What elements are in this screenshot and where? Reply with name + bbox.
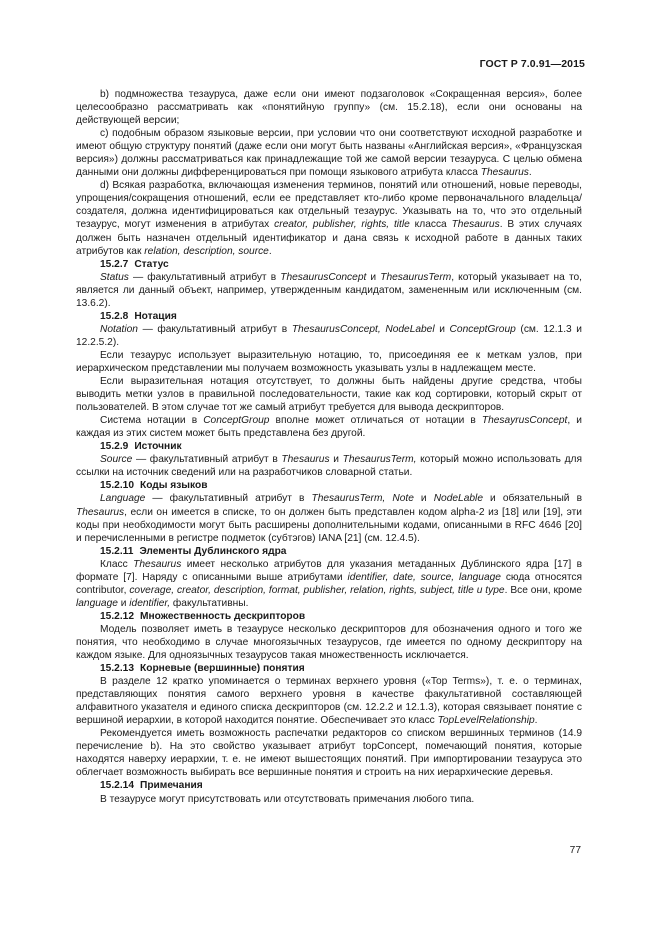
paragraph: b) подмножества тезауруса, даже если они имеют подзаголовок «Сокращенная версия», более целесообразно рассматривать как «понятийную группу» (см. 15.2.18), если они основаны на действующей версии; bbox=[76, 89, 582, 127]
section-title: Источник bbox=[134, 441, 182, 453]
paragraph: Если выразительная нотация отсутствует, то должны быть найдены другие средства, чтобы выводить метки узлов в правильной последовательности, такие как код сортировки, который скрыт от пользователей. В этом случае тот же самый атрибут требуется для вывода дескрипторов. bbox=[76, 376, 582, 414]
paragraph: Language — факультативный атрибут в ThesaurusTerm, Note и NodeLable и обязательный в Thesaurus, если он имеется в списке, то он должен быть представлен кодом alpha-2 из [18] или [19], эти коды при необходимости могут быть расширены дополнительными кодами, описанными в RFC 4646 [20] и перечисленными в регистре подметок (субтэгов) IANA [21] (см. 12.4.5). bbox=[76, 493, 582, 544]
paragraph: c) подобным образом языковые версии, при условии что они соответствуют исходной разработке и имеют общую структуру понятий (даже если они могут быть названы «Английская версия», «Французская версия») должны рассматриваться как принадлежащие той же самой версии тезауруса. С целью обмена данными они должны дифференцироваться при помощи языкового атрибута класса Thesaurus. bbox=[76, 128, 582, 179]
section-title: Нотация bbox=[134, 310, 177, 322]
section-title: Примечания bbox=[140, 780, 203, 792]
paragraph: Рекомендуется иметь возможность распечатки редакторов со списком вершинных терминов (14.9 перечисление b). На это свойство указывает атрибут topConcept, помечающий понятия, которые находятся наверху иерархии, т. е. не имеют вышестоящих понятий. При импортировании тезауруса это облегчает возможность выбирать все вершинные понятия и строить на них иерархические деревья. bbox=[76, 728, 582, 779]
paragraph: Если тезаурус использует выразительную нотацию, то, присоединяя ее к меткам узлов, при иерархическом представлении мы получаем возможность указывать узлы в надлежащем месте. bbox=[76, 349, 582, 374]
section-number: 15.2.8 bbox=[100, 310, 129, 322]
section-title: Статус bbox=[134, 258, 169, 270]
paragraph: Notation — факультативный атрибут в ThesaurusConcept, NodeLabel и ConceptGroup (см. 12.1.3 и 12.2.5.2). bbox=[76, 323, 582, 348]
section-number: 15.2.11 bbox=[100, 545, 134, 557]
paragraph: Status — факультативный атрибут в ThesaurusConcept и ThesaurusTerm, который указывает на то, является ли данный объект, например, утвержденным кандидатом, замененным или исключенным (см. 13.6.2). bbox=[76, 271, 582, 309]
paragraph: Класс Thesaurus имеет несколько атрибутов для указания метаданных Дублинского ядра [17] в формате [7]. Наряду с описанными выше атрибутами identifier, date, source, language сюда относятся contributor, coverage, creator, description, format, publisher, relation, rights, subject, title u type. Все они, кроме language и identifier, факультативны. bbox=[76, 558, 583, 609]
paragraph: Модель позволяет иметь в тезаурусе несколько дескрипторов для обозначения одного и того же понятия, что необходимо в случае многоязычных тезаурусов, где имеется по одному дескриптору на каждом языке. Для одноязычных тезаурусов такая множественность исключается. bbox=[76, 623, 582, 662]
section-heading bbox=[76, 258, 582, 271]
section-heading bbox=[76, 310, 582, 323]
document-body bbox=[76, 88, 582, 806]
paragraph: d) Всякая разработка, включающая изменения терминов, понятий или отношений, новые переводы, упрощения/сокращения отношений, если ее представляет кто-либо кроме первоначального владельца/создателя, должна идентифицироваться как отдельный тезаурус. Указывать на то, что это отдельный тезаурус, могут изменения в атрибутах creator, publisher, rights, title класса Thesaurus. В этих случаях должен быть назначен отдельный идентификатор и дана связь к исходной работе в данных таких атрибутов как relation, description, source. bbox=[76, 180, 583, 257]
section-title: Коды языков bbox=[140, 480, 208, 492]
section-number: 15.2.14 bbox=[100, 780, 134, 792]
page-number: 77 bbox=[569, 845, 581, 856]
section-number: 15.2.12 bbox=[100, 610, 134, 622]
section-heading bbox=[76, 610, 582, 623]
section-number: 15.2.7 bbox=[100, 258, 129, 270]
section-title: Корневые (вершинные) понятия bbox=[140, 663, 305, 675]
section-heading bbox=[76, 440, 582, 453]
section-heading bbox=[76, 779, 582, 792]
section-title: Множественность дескрипторов bbox=[140, 610, 306, 622]
paragraph: Source — факультативный атрибут в Thesaurus и ThesaurusTerm, который можно использовать для ссылки на источник сведений или на разработчиков словарной статьи. bbox=[76, 454, 582, 479]
paragraph: Система нотации в ConceptGroup вполне может отличаться от нотации в ThesayrusConcept, и каждая из этих систем может быть представлена без другой. bbox=[76, 415, 582, 440]
section-title: Элементы Дублинского ядра bbox=[139, 545, 287, 557]
section-heading bbox=[76, 545, 582, 558]
section-heading bbox=[76, 479, 582, 492]
document-standard-id: ГОСТ Р 7.0.91—2015 bbox=[479, 58, 585, 70]
section-number: 15.2.13 bbox=[100, 663, 134, 675]
section-heading bbox=[76, 662, 582, 675]
section-number: 15.2.9 bbox=[100, 441, 129, 453]
section-number: 15.2.10 bbox=[100, 480, 134, 492]
paragraph: В разделе 12 кратко упоминается о терминах верхнего уровня («Top Terms»), т. е. о терминах, представляющих понятия самого верхнего уровня в качестве факультативной составляющей алфавитного указателя и единого списка дескрипторов (см. 12.2.2 и 12.1.3), которая связывает понятие с вершиной иерархии, в которой находится понятие. Обеспечивает это класс TopLevelRelationship. bbox=[76, 676, 582, 727]
paragraph: В тезаурусе могут присутствовать или отсутствовать примечания любого типа. bbox=[100, 793, 475, 805]
